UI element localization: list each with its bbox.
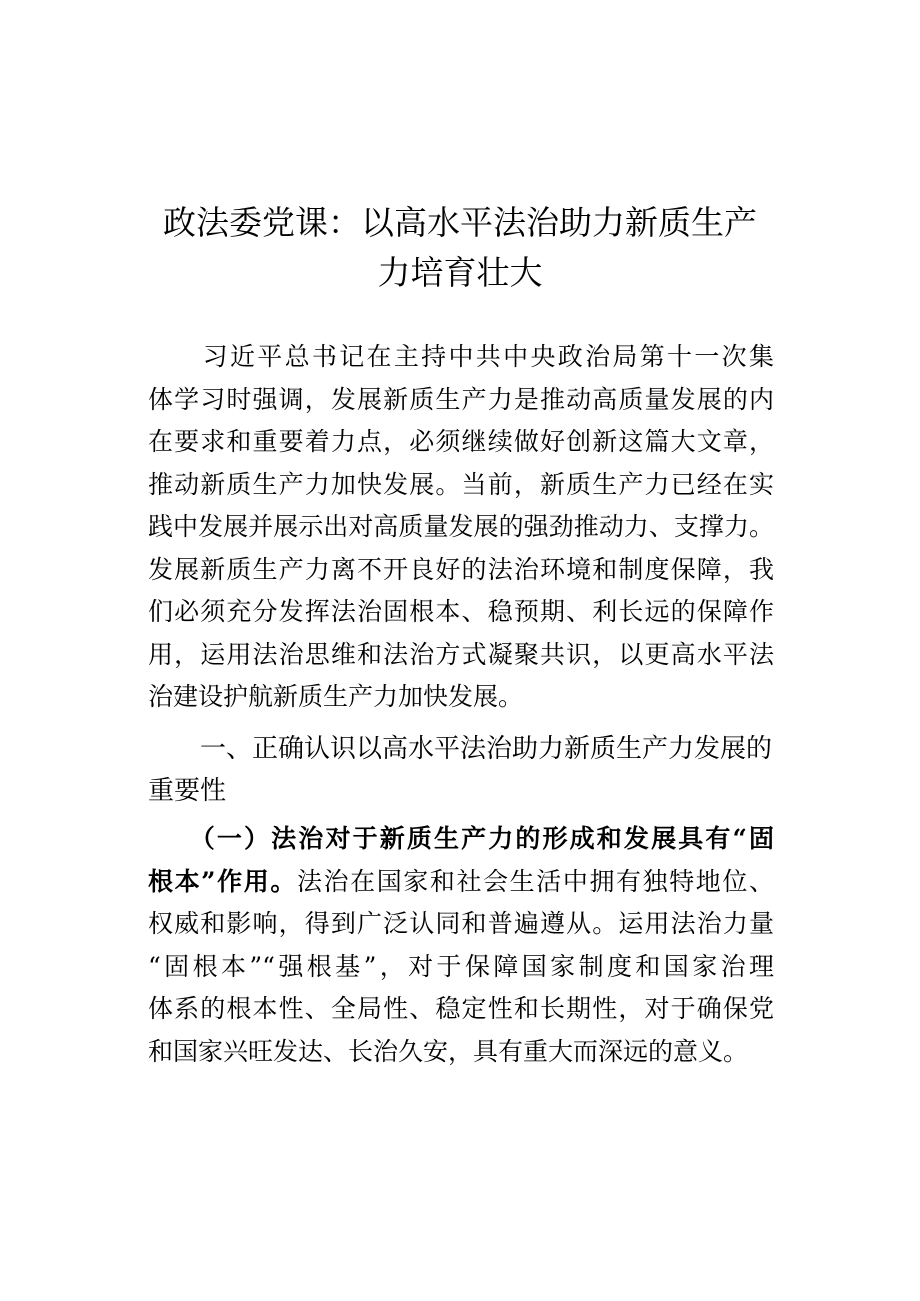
subsection-line-2: [148, 861, 774, 904]
intro-line: 践中发展并展示出对高质量发展的强劲推动力、支撑力。: [148, 512, 774, 541]
document-title: [148, 198, 772, 298]
section-heading-line-1: 一、正确认识以高水平法治助力新质生产力发展的: [148, 734, 773, 764]
intro-line: 体学习时强调，发展新质生产力是推动高质量发展的内: [148, 384, 774, 414]
intro-line: 治建设护航新质生产力加快发展。: [148, 682, 524, 711]
subsection-line: “固根本”“强根基”，对于保障国家制度和国家治理: [148, 951, 774, 981]
intro-line: 在要求和重要着力点，必须继续做好创新这篇大文章，: [148, 427, 774, 456]
title-line-1: 政法委党课：以高水平法治助力新质生产: [163, 203, 757, 242]
intro-line: 用，运用法治思维和法治方式凝聚共识，以更高水平法: [148, 639, 774, 669]
subsection-heading-line-2: 根本”作用。: [148, 866, 297, 896]
intro-line: 发展新质生产力离不开良好的法治环境和制度保障，我: [148, 554, 774, 584]
title-line-2: 力培育壮大: [377, 253, 543, 292]
subsection-line: 权威和影响，得到广泛认同和普遍遵从。运用法治力量: [148, 909, 774, 938]
section-heading-line-2: 重要性: [148, 776, 227, 806]
subsection-heading-line-1: （一）法治对于新质生产力的形成和发展具有“固: [148, 824, 774, 853]
intro-line: 习近平总书记在主持中共中央政治局第十一次集: [148, 342, 774, 371]
subsection-line: 和国家兴旺发达、长治久安，具有重大而深远的意义。: [148, 1036, 749, 1066]
intro-line: 们必须充分发挥法治固根本、稳预期、利长远的保障作: [148, 597, 774, 626]
subsection-line: 体系的根本性、全局性、稳定性和长期性，对于确保党: [148, 994, 774, 1023]
subsection-paragraph-1: [148, 818, 774, 1073]
subsection-line-2-text: 法治在国家和社会生活中拥有独特地位、: [296, 866, 774, 896]
intro-line: 推动新质生产力加快发展。当前，新质生产力已经在实: [148, 469, 774, 499]
intro-paragraph: [148, 336, 774, 719]
section-heading-1: [148, 728, 774, 812]
